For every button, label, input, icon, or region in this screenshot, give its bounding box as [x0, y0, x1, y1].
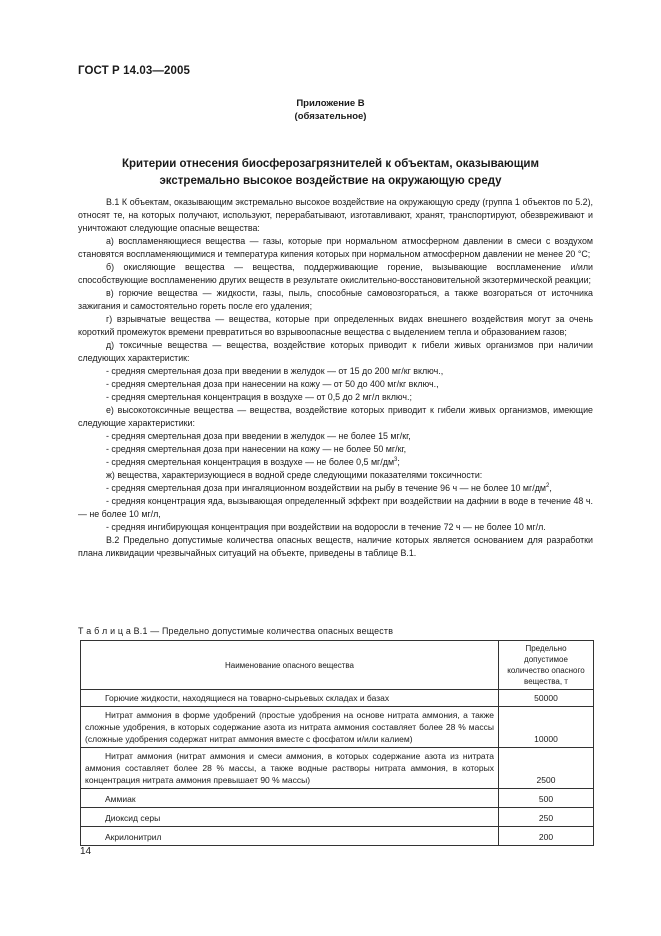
list-item-e2: - средняя смертельная доза при нанесении на кожу — не более 50 мг/кг,: [106, 444, 407, 454]
column-header-name: Наименование опасного вещества: [81, 641, 499, 690]
table-cell-name: Акрилонитрил: [81, 827, 499, 846]
table-cell-qty: 200: [499, 827, 594, 846]
paragraph-v: в) горючие вещества — жидкости, газы, пыль, способные самовозгораться, а также возгораться от источника зажигания и самостоятельно гореть после его удаления;: [78, 288, 593, 311]
paragraph-zh: ж) вещества, характеризующиеся в водной среде следующими показателями токсичности:: [106, 470, 483, 480]
paragraph-d: д) токсичные вещества — вещества, воздействие которых приводит к гибели живых организмов при наличии следующих характеристик:: [78, 340, 593, 363]
list-item-zh3: - средняя ингибирующая концентрация при воздействии на водоросли в течение 72 ч — не более 10 мг/л.: [106, 522, 546, 532]
paragraph-b2: В.2 Предельно допустимые количества опасных веществ, наличие которых является основанием для разработки плана ликвидации чрезвычайных ситуаций на объекте, приведены в таблице В.1.: [78, 535, 593, 558]
section-title-line-2: экстремально высокое воздействие на окружающую среду: [159, 175, 502, 187]
list-item-zh1-text: - средняя смертельная доза при ингаляционном воздействии на рыбу в течение 96 ч — не более 10 мг/дм: [106, 483, 547, 493]
list-item-e3: [78, 456, 593, 469]
paragraph-g: г) взрывчатые вещества — вещества, которые при определенных видах внешнего воздействия могут за очень короткий промежуток времени превратиться во взрывоопасные вещества с выделением тепла и образованием газов;: [78, 314, 593, 337]
table-cell-qty: 500: [499, 789, 594, 808]
table-row: [81, 690, 594, 707]
table-row: [81, 707, 594, 748]
list-item-zh1-end: ,: [549, 483, 552, 493]
table-row: [81, 789, 594, 808]
list-item-d3: - средняя смертельная концентрация в воздухе — от 0,5 до 2 мг/л включ.;: [106, 392, 412, 402]
paragraph-a: а) воспламеняющиеся вещества — газы, которые при нормальном атмосферном давлении в смеси с воздухом становятся воспламеняющимися и температура кипения которых при нормальном атмосферном давлении не менее 20 °С;: [78, 236, 593, 259]
superscript-e3: 3: [394, 457, 398, 464]
table-row: [81, 748, 594, 789]
document-header: ГОСТ Р 14.03—2005: [78, 65, 190, 77]
table-row: [81, 808, 594, 827]
table-cell-name: Нитрат аммония в форме удобрений (простые удобрения на основе нитрата аммония, а также сложные удобрения, в которых содержание азота из нитрата аммония составляет более 28 % массы (сложные удобрения содержат нитрат аммония вместе с фосфатом и/или калием): [81, 707, 499, 748]
table-cell-qty: 10000: [499, 707, 594, 748]
list-item-e1: - средняя смертельная доза при введении в желудок — не более 15 мг/кг,: [106, 431, 411, 441]
substances-table: [80, 640, 594, 846]
appendix-subtitle: (обязательное): [294, 111, 367, 122]
list-item-e3-text: - средняя смертельная концентрация в воздухе — не более 0,5 мг/дм: [106, 457, 395, 467]
table-cell-qty: 250: [499, 808, 594, 827]
table-cell-name: Диоксид серы: [81, 808, 499, 827]
section-title-line-1: Критерии отнесения биосферозагрязнителей к объектам, оказывающим: [122, 158, 539, 170]
paragraph-b: б) окисляющие вещества — вещества, поддерживающие горение, вызывающие воспламенение и/или способствующие воспламенению других веществ в результате окислительно-восстановительной экзотермической реакции;: [78, 262, 593, 285]
list-item-e3-end: ;: [397, 457, 400, 467]
table-cell-name: Аммиак: [81, 789, 499, 808]
table-cell-qty: 50000: [499, 690, 594, 707]
list-item-zh1: [78, 482, 593, 495]
table-header-row: [81, 641, 594, 690]
table-row: [81, 827, 594, 846]
column-header-qty: Предельно допустимое количество опасного вещества, т: [499, 641, 594, 690]
page-number: 14: [80, 846, 92, 857]
table-caption: Т а б л и ц а В.1 — Предельно допустимые количества опасных веществ: [78, 626, 394, 636]
table-cell-name: Нитрат аммония (нитрат аммония и смеси аммония, в которых содержание азота из нитрата аммония составляет более 28 % массы, а также водные растворы нитрата аммония, в которых концентрация нитрата аммония превышает 90 % массы): [81, 748, 499, 789]
superscript-zh1: 2: [546, 483, 550, 490]
body-text: [78, 196, 593, 560]
section-title: [60, 156, 601, 190]
table-cell-name: Горючие жидкости, находящиеся на товарно-сырьевых складах и базах: [81, 690, 499, 707]
list-item-d2: - средняя смертельная доза при нанесении на кожу — от 50 до 400 мг/кг включ.,: [106, 379, 439, 389]
appendix-title: Приложение В: [296, 98, 365, 109]
paragraph-e: е) высокотоксичные вещества — вещества, воздействие которых приводит к гибели живых организмов, имеющие следующие характеристики:: [78, 405, 593, 428]
list-item-zh2: - средняя концентрация яда, вызывающая определенный эффект при воздействии на дафнии в воде в течение 48 ч. — не более 10 мг/л,: [78, 496, 593, 519]
paragraph-b1: В.1 К объектам, оказывающим экстремально высокое воздействие на окружающую среду (группа 1 объектов по 5.2), относят те, на которых получают, используют, перерабатывают, изготавливают, хранят, транспортируют, обезвреживают и уничтожают следующие опасные вещества:: [78, 197, 593, 233]
table-cell-qty: 2500: [499, 748, 594, 789]
list-item-d1: - средняя смертельная доза при введении в желудок — от 15 до 200 мг/кг включ.,: [106, 366, 444, 376]
